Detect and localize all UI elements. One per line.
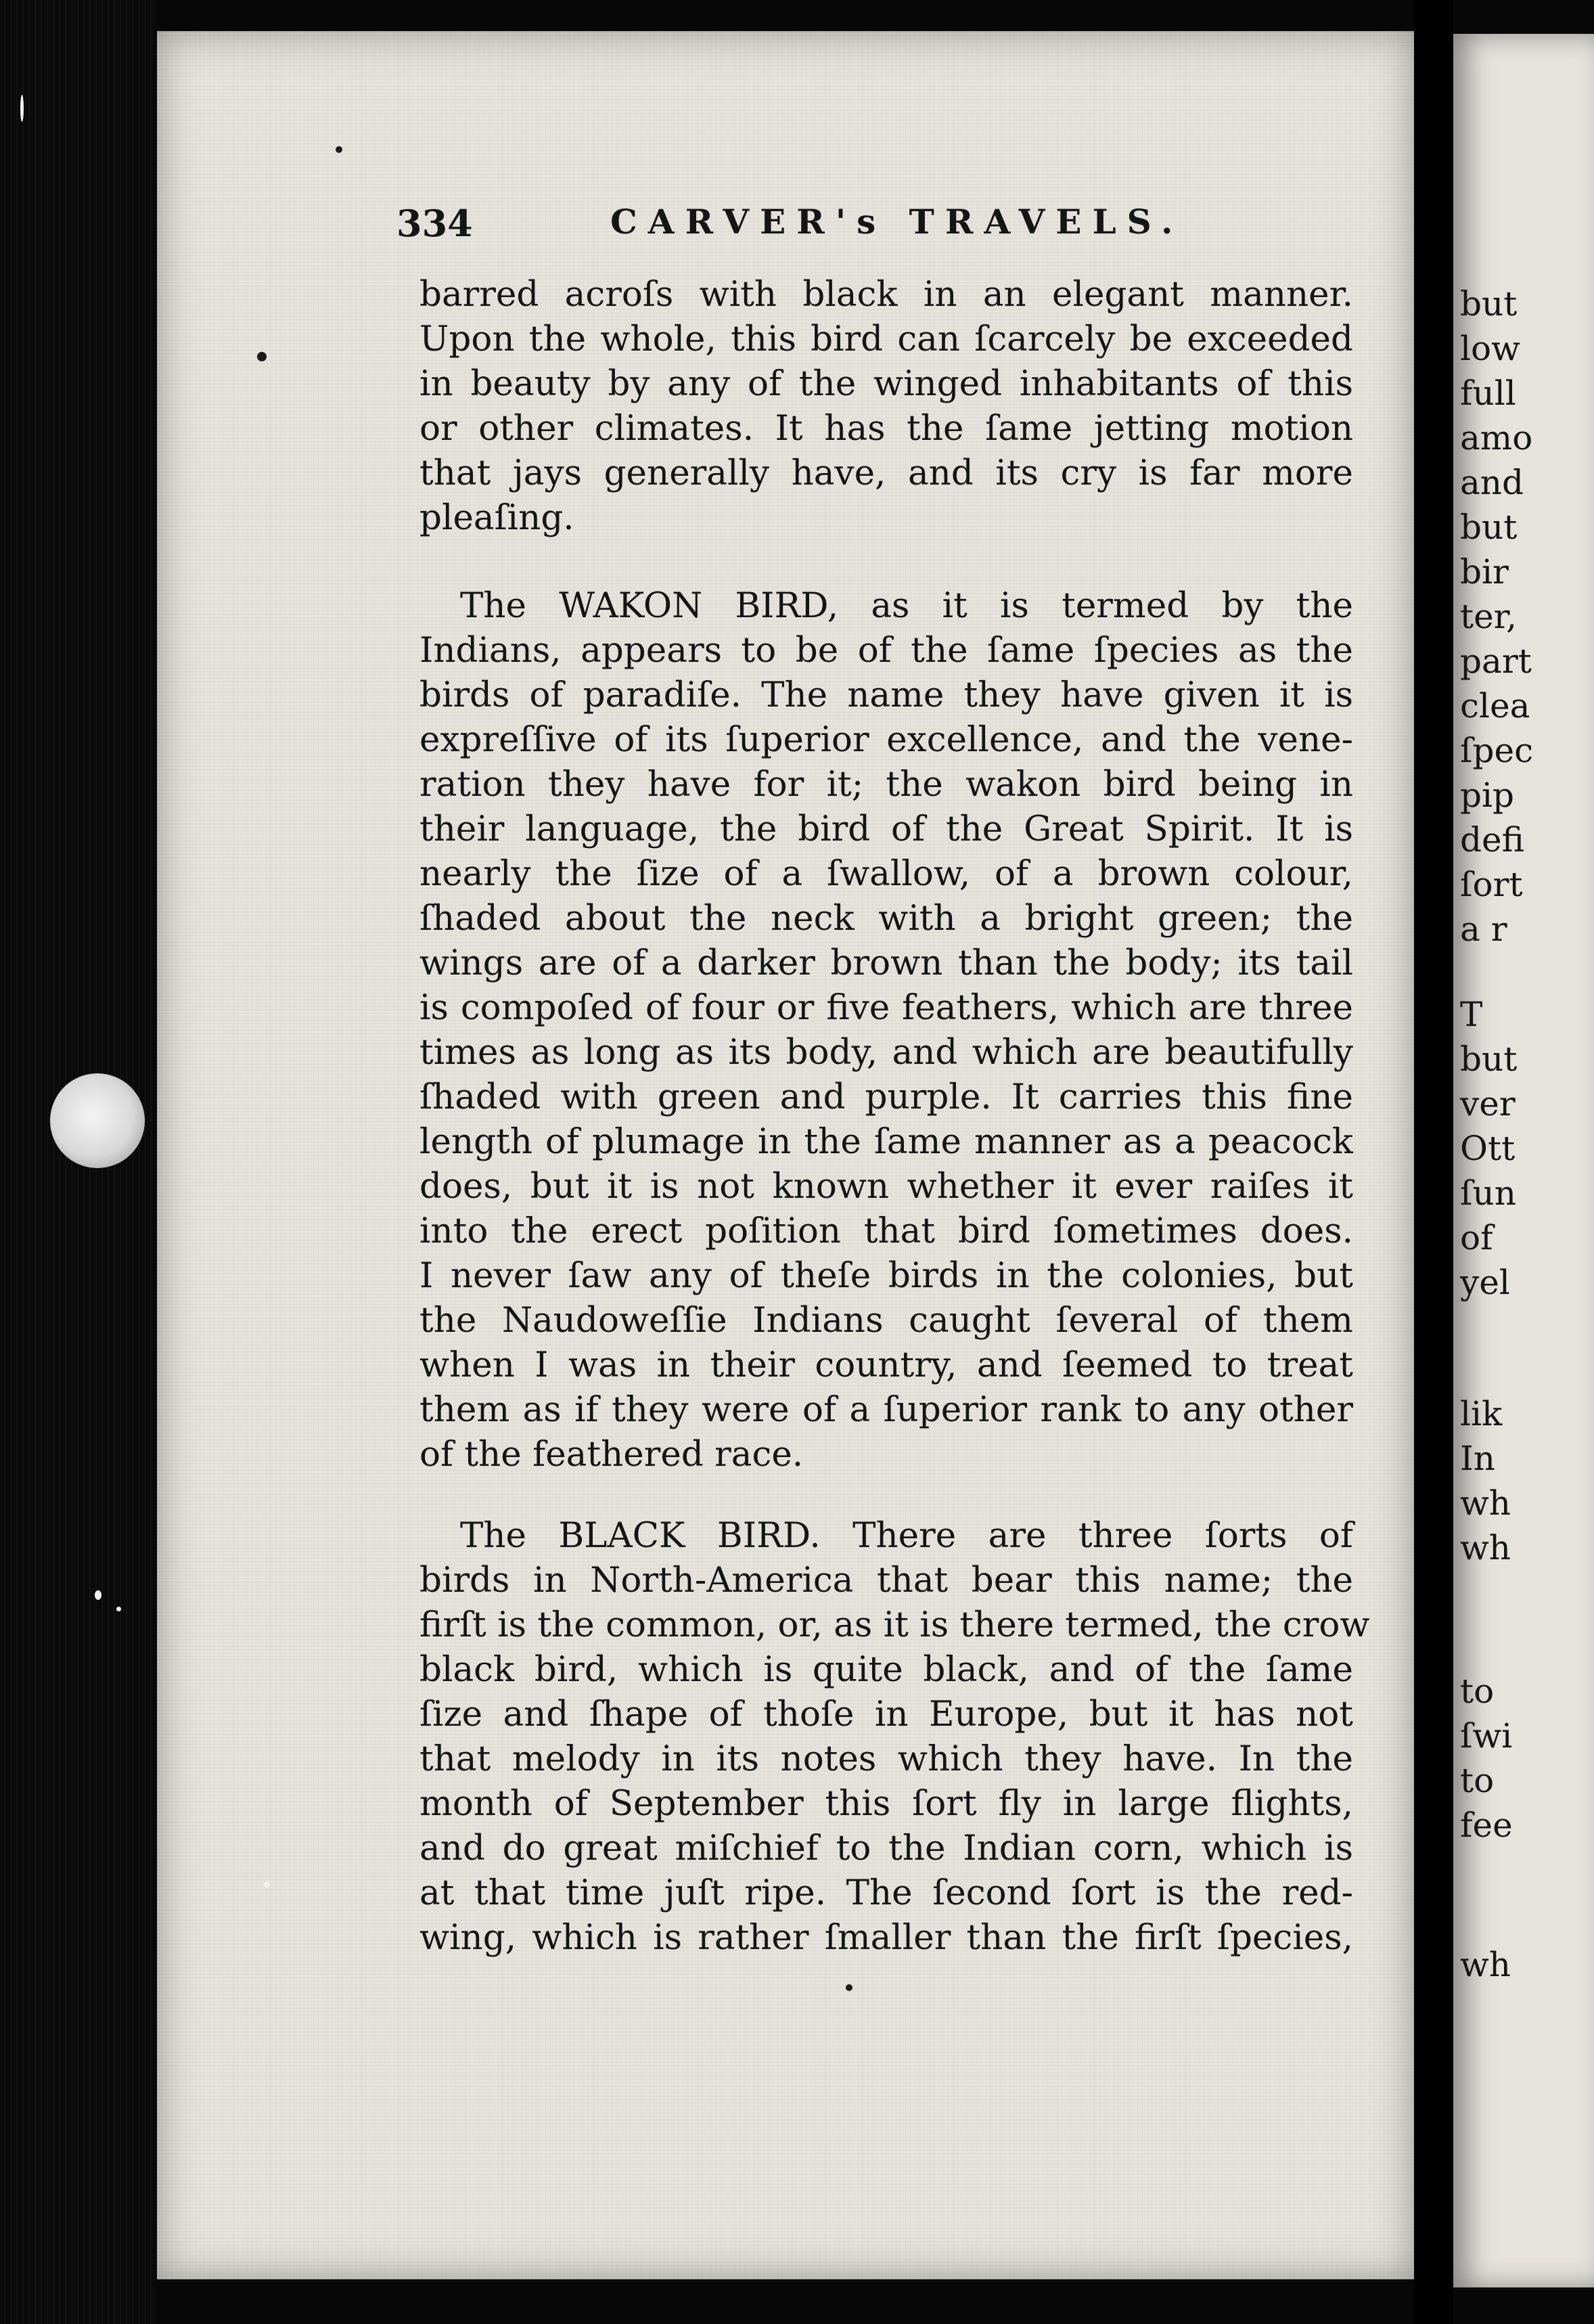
film-blemish [50,1073,145,1168]
paragraph-black-bird [419,1513,1370,1960]
text-line: birds of paradiſe. The name they have given it is [419,675,1353,715]
text-line: wings are of a darker brown than the body; its tail [419,943,1353,983]
adjacent-fragment: ſun [1460,1174,1516,1213]
adjacent-fragment: ſort [1460,865,1523,904]
adjacent-fragment: of [1460,1218,1493,1257]
text-line: nearly the ſize of a ſwallow, of a brown colour, [419,853,1353,894]
adjacent-fragment: part [1460,642,1532,681]
film-speck [846,1984,852,1991]
film-speck [20,95,24,122]
adjacent-fragment: ver [1460,1084,1516,1123]
text-line: expreſſive of its ſuperior excellence, and the vene- [419,719,1353,760]
text-line: The BLACK BIRD. There are three ſorts of [460,1515,1353,1556]
adjacent-fragment: and [1460,463,1524,502]
adjacent-fragment: T [1460,995,1483,1034]
film-speck [257,352,267,361]
text-line: at that time juſt ripe. The ſecond ſort is the red- [419,1873,1353,1913]
running-head: CARVER's TRAVELS. [610,202,1184,242]
adjacent-fragment: clea [1460,686,1530,725]
paragraph-1 [419,272,1353,540]
text-line: length of plumage in the ſame manner as a peacock [419,1121,1353,1162]
text-line: Indians, appears to be of the ſame ſpecies as the [419,630,1353,671]
adjacent-fragment: bir [1460,552,1509,591]
text-line: firſt is the common, or, as it is there termed, the crow [419,1605,1370,1645]
text-line: ration they have for it; the wakon bird being in [419,764,1353,805]
adjacent-fragment: ſpec [1460,731,1534,770]
text-line: in beauty by any of the winged inhabitants of this [419,363,1353,404]
text-line: when I was in their country, and ſeemed to treat [419,1345,1353,1385]
adjacent-fragment: to [1460,1672,1495,1711]
adjacent-fragment: defi [1460,820,1524,859]
adjacent-fragment: low [1460,329,1520,368]
text-line: of the feathered race. [419,1434,804,1475]
adjacent-fragment: Ott [1460,1129,1516,1168]
text-line: ſize and ſhape of thoſe in Europe, but it has not [419,1694,1353,1735]
adjacent-fragment: pip [1460,776,1515,815]
adjacent-fragment: fee [1460,1806,1513,1845]
adjacent-fragment: a r [1460,910,1507,949]
page-gutter [1414,0,1453,2324]
text-line: that melody in its notes which they have. In the [419,1739,1353,1779]
text-line: I never ſaw any of theſe birds in the colonies, but [419,1255,1353,1296]
adjacent-fragment: full [1460,374,1516,413]
adjacent-fragment: but [1460,508,1518,547]
adjacent-fragment: to [1460,1761,1495,1800]
adjacent-fragment: but [1460,284,1518,323]
text-line: black bird, which is quite black, and of the ſame [419,1649,1353,1690]
adjacent-fragment: ſwi [1460,1716,1513,1756]
adjacent-fragment: but [1460,1040,1518,1079]
text-line: month of September this ſort fly in large flights, [419,1783,1353,1824]
text-line: is compoſed of four or five feathers, which are three [419,987,1353,1028]
text-line: into the erect poſition that bird ſometimes does. [419,1211,1353,1251]
adjacent-fragment: yel [1460,1263,1510,1302]
adjacent-fragment: amo [1460,418,1533,457]
text-line: The WAKON BIRD, as it is termed by the [460,585,1353,626]
adjacent-fragment: ter, [1460,597,1517,636]
text-line: their language, the bird of the Great Spirit. It is [419,809,1353,849]
text-line: birds in North-America that bear this name; the [419,1560,1353,1601]
adjacent-fragment: wh [1460,1528,1511,1567]
paragraph-wakon-bird [419,583,1353,1477]
text-line: that jays generally have, and its cry is far more [419,453,1353,493]
text-line: the Naudoweſſie Indians caught ſeveral of them [419,1300,1353,1341]
film-speck [116,1607,121,1611]
film-speck [95,1590,101,1600]
text-line: barred acroſs with black in an elegant manner. [419,274,1353,315]
adjacent-page [1453,34,1594,2287]
text-line: ſhaded with green and purple. It carries this fine [419,1077,1353,1117]
film-speck [336,146,342,153]
text-line: ſhaded about the neck with a bright green; the [419,898,1353,939]
adjacent-fragment: lik [1460,1394,1503,1433]
text-line: pleaſing. [419,497,574,538]
adjacent-fragment: wh [1460,1483,1511,1523]
adjacent-fragment: In [1460,1439,1495,1478]
text-line: them as if they were of a ſuperior rank to any other [419,1389,1353,1430]
text-line: or other climates. It has the ſame jetting motion [419,408,1353,449]
text-line: and do great miſchief to the Indian corn, which is [419,1828,1353,1869]
film-speck [264,1881,270,1887]
adjacent-fragment: wh [1460,1945,1511,1984]
text-line: Upon the whole, this bird can ſcarcely be exceeded [419,319,1353,359]
page-number: 334 [396,202,473,245]
page-header [396,196,1184,248]
text-line: wing, which is rather ſmaller than the firſt ſpecies, [419,1917,1353,1958]
text-line: times as long as its body, and which are beautifully [419,1032,1353,1073]
text-line: does, but it is not known whether it ever raiſes it [419,1166,1353,1207]
